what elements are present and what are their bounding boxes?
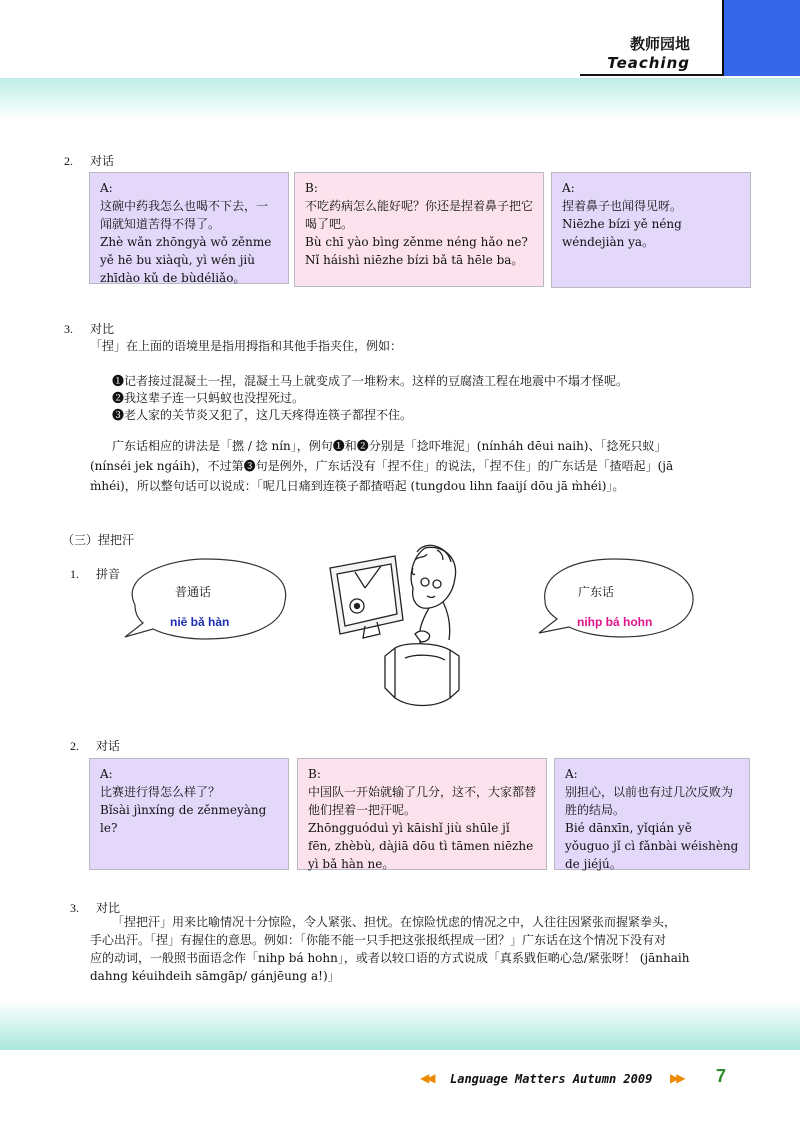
right-bubble-label: 广东话 (578, 585, 615, 599)
compare-2-line-4: dahng kéuihdeih sāmgāp/ gánjēung a!)」 (90, 969, 340, 983)
dialog-2-heading (70, 737, 120, 754)
header-divider-vertical (722, 0, 724, 76)
dialog-text: 比赛进行得怎么样了？ (100, 785, 221, 799)
speech-bubble-left (115, 553, 295, 648)
speaker-label: A: (565, 767, 578, 781)
bottom-gradient-band (0, 1000, 800, 1050)
compare-2-line-2: 手心出汗。「捏」有握住的意思。例如：「你能不能一只手把这张报纸捏成一团？」广东话在这个情况下没有对 (90, 933, 667, 947)
header-divider-horizontal (580, 74, 724, 76)
speaker-label: B: (305, 181, 318, 195)
pinyin-label: 拼音 (96, 567, 121, 581)
double-left-arrow-icon: ◀◀ (420, 1071, 433, 1085)
left-bubble-label: 普通话 (175, 585, 212, 599)
compare-1-example-3: ❸老人家的关节炎又犯了，这几天疼得连筷子都捏不住。 (112, 408, 413, 422)
compare-2-line-3: 应的动词，一般照书面语念作「nihp bá hohn」，或者以较口语的方式说成「真系戥佢啲心急/紧张呀！ (jānhaih (90, 951, 690, 965)
dialog-pinyin: Bǐsài jìnxíng de zěnmeyàng le? (100, 803, 267, 835)
speech-bubble-right (535, 553, 705, 648)
section-three-heading: （三）捏把汗 (62, 533, 135, 547)
speaker-label: A: (100, 181, 113, 195)
speaker-label: A: (100, 767, 113, 781)
dialog-1-number: 2. (64, 154, 73, 168)
dialog-text: 别担心，以前也有过几次反败为胜的结局。 (565, 785, 734, 817)
pinyin-heading (70, 565, 120, 582)
illustration-person-watching-tv (325, 538, 465, 713)
dialog-pinyin: Bù chī yào bìng zěnme néng hǎo ne? Nǐ háishì niēzhe bízi bǎ tā hēle ba。 (305, 235, 528, 267)
dialog-1-box-b (294, 172, 544, 287)
speaker-label: A: (562, 181, 575, 195)
compare-1-paragraph-line-3: m̀héi)，所以整句话可以说成：「呢几日痛到连筷子都揸唔起 (tungdou lihn faaijí dōu jā m̀héi)」。 (90, 479, 625, 493)
compare-1-label: 对比 (90, 322, 115, 336)
left-bubble-pinyin: niē bǎ hàn (170, 615, 230, 629)
dialog-1-box-a2 (551, 172, 751, 288)
compare-1-intro: 「捏」在上面的语境里是指用拇指和其他手指夹住，例如： (90, 339, 403, 353)
dialog-2-label: 对话 (96, 739, 121, 753)
dialog-2-box-a1 (89, 758, 289, 870)
top-gradient-band (0, 78, 800, 122)
dialog-2-box-b (297, 758, 547, 870)
compare-1-paragraph-line-2: (nínséi jek ngáih)，不过第❸句是例外，广东话没有「捏不住」的说法，「捏不住」的广东话是「揸唔起」(jā (90, 459, 674, 473)
dialog-text: 不吃药病怎么能好呢？你还是捏着鼻子把它喝了吧。 (305, 199, 534, 231)
pinyin-number: 1. (70, 567, 79, 581)
dialog-pinyin: Bié dānxīn, yǐqián yě yǒuguo jǐ cì fǎnbài wéishèng de jiéjú。 (565, 821, 739, 871)
dialog-text: 捏着鼻子也闻得见呀。 (562, 199, 683, 213)
dialog-2-box-a2 (554, 758, 750, 870)
page-number: 7 (716, 1066, 727, 1086)
dialog-1-label: 对话 (90, 154, 115, 168)
compare-1-paragraph-line-1: 广东话相应的讲法是「撚 / 捻 nín」，例句❶和❷分别是「捻吓堆泥」(nínháh dēui naih)、「捻死只蚁」 (112, 439, 667, 453)
compare-2-line-1: 「捏把汗」用来比喻情况十分惊险，令人紧张、担忧。在惊险忧虑的情况之中，人往往因紧张而握紧拳头， (112, 915, 677, 929)
dialog-pinyin: Niēzhe bízi yě néng wéndejiàn ya。 (562, 217, 682, 249)
compare-2-number: 3. (70, 901, 79, 915)
compare-1-heading (64, 320, 114, 337)
right-bubble-pinyin: nihp bá hohn (577, 615, 653, 629)
dialog-text: 中国队一开始就输了几分，这不，大家都替他们捏着一把汗呢。 (308, 785, 537, 817)
double-right-arrow-icon: ▶▶ (670, 1071, 683, 1085)
compare-1-example-2: ❷我这辈子连一只蚂蚁也没捏死过。 (112, 391, 305, 405)
dialog-pinyin: Zhōngguóduì yì kāishǐ jiù shūle jǐ fēn, zhèbù, dàjiā dōu tì tāmen niēzhe yì bǎ hàn ne。 (308, 821, 534, 871)
section-header-title: 教师园地 (629, 35, 690, 53)
dialog-1-box-a1 (89, 172, 289, 284)
section-header-subtitle: Teaching (607, 54, 690, 72)
dialog-1-heading (64, 152, 114, 169)
dialog-2-number: 2. (70, 739, 79, 753)
header-blue-block (724, 0, 800, 76)
compare-1-example-1: ❶记者接过混凝土一捏，混凝土马上就变成了一堆粉末。这样的豆腐渣工程在地震中不塌才怪呢。 (112, 374, 629, 388)
dialog-pinyin: Zhè wǎn zhōngyà wǒ zěnme yě hē bu xiàqù, yì wén jiù zhīdào kǔ de bùdéliǎo。 (100, 235, 272, 285)
section-header (607, 35, 690, 73)
compare-1-number: 3. (64, 322, 73, 336)
speaker-label: B: (308, 767, 321, 781)
dialog-text: 这碗中药我怎么也喝不下去，一闻就知道苦得不得了。 (100, 199, 269, 231)
compare-2-label: 对比 (96, 901, 121, 915)
footer-publication-name: Language Matters Autumn 2009 (450, 1072, 653, 1086)
